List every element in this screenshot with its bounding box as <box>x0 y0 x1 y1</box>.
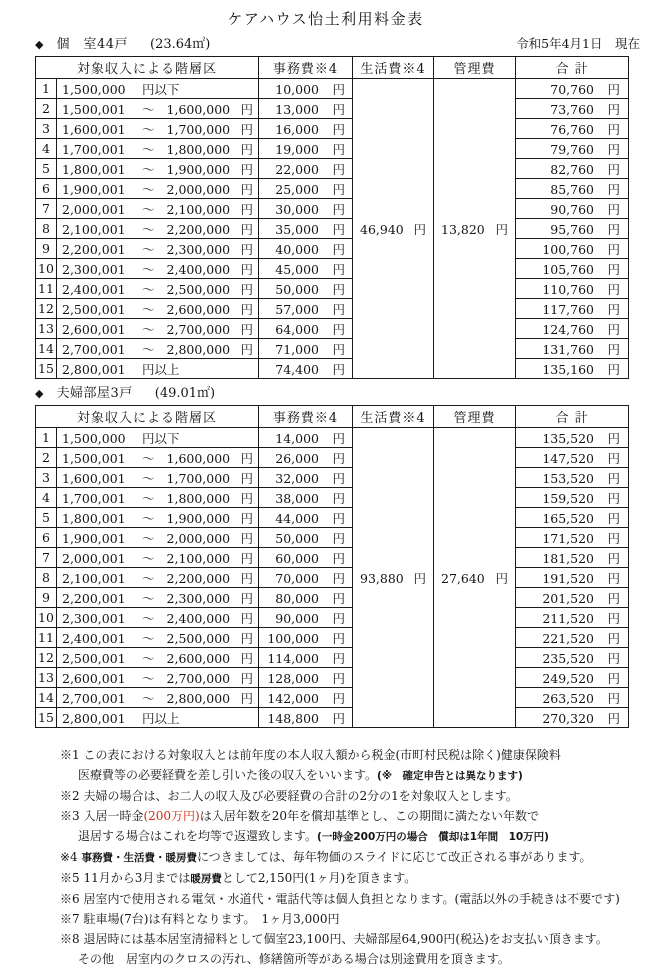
table-row <box>36 199 629 219</box>
row-number: 10 <box>36 608 57 628</box>
table-row <box>36 279 629 299</box>
table-row <box>36 159 629 179</box>
income-range-cell: 1,700,001 ～ 1,800,000 円 <box>57 488 259 508</box>
office-fee-cell: 32,000 円 <box>259 468 353 488</box>
office-fee-cell: 16,000 円 <box>259 119 353 139</box>
total-cell: 171,520 円 <box>516 528 629 548</box>
table-row <box>36 299 629 319</box>
row-number: 7 <box>36 199 57 219</box>
table-row <box>36 139 629 159</box>
income-range-cell: 2,000,001 ～ 2,100,000 円 <box>57 199 259 219</box>
row-number: 15 <box>36 708 57 728</box>
income-range-cell: 2,100,001 ～ 2,200,000 円 <box>57 568 259 588</box>
office-fee-cell: 19,000 円 <box>259 139 353 159</box>
row-number: 9 <box>36 588 57 608</box>
total-cell: 159,520 円 <box>516 488 629 508</box>
office-fee-cell: 40,000 円 <box>259 239 353 259</box>
office-fee-cell: 57,000 円 <box>259 299 353 319</box>
row-number: 1 <box>36 79 57 99</box>
office-fee-cell: 45,000 円 <box>259 259 353 279</box>
footnote-text: 事務費・生活費・暖房費 <box>81 852 198 864</box>
col-header-living-fee: 生活費※4 <box>353 57 434 79</box>
office-fee-cell: 25,000 円 <box>259 179 353 199</box>
total-cell: 85,760 円 <box>516 179 629 199</box>
diamond-icon: ◆ <box>35 387 44 400</box>
office-fee-cell: 35,000 円 <box>259 219 353 239</box>
income-range-cell: 2,800,001 円以上 <box>57 708 259 728</box>
row-number: 2 <box>36 99 57 119</box>
footnote-text: につきましては、毎年物価のスライドに応じて改正される事があります。 <box>197 850 592 864</box>
row-number: 2 <box>36 448 57 468</box>
office-fee-cell: 60,000 円 <box>259 548 353 568</box>
income-range-cell: 2,200,001 ～ 2,300,000 円 <box>57 239 259 259</box>
total-cell: 270,320 円 <box>516 708 629 728</box>
income-range-cell: 1,900,001 ～ 2,000,000 円 <box>57 528 259 548</box>
section-header-couple-room <box>35 386 640 402</box>
income-range-cell: 2,200,001 ～ 2,300,000 円 <box>57 588 259 608</box>
office-fee-cell: 128,000 円 <box>259 668 353 688</box>
income-range-cell: 2,300,001 ～ 2,400,000 円 <box>57 608 259 628</box>
table-row <box>36 688 629 708</box>
row-number: 14 <box>36 688 57 708</box>
row-number: 6 <box>36 179 57 199</box>
total-cell: 90,760 円 <box>516 199 629 219</box>
row-number: 13 <box>36 668 57 688</box>
table-row <box>36 339 629 359</box>
income-range-cell: 2,700,001 ～ 2,800,000 円 <box>57 688 259 708</box>
total-cell: 73,760 円 <box>516 99 629 119</box>
total-cell: 76,760 円 <box>516 119 629 139</box>
income-range-cell: 1,900,001 ～ 2,000,000 円 <box>57 179 259 199</box>
total-cell: 100,760 円 <box>516 239 629 259</box>
income-range-cell: 2,300,001 ～ 2,400,000 円 <box>57 259 259 279</box>
row-number: 13 <box>36 319 57 339</box>
row-number: 14 <box>36 339 57 359</box>
table-row <box>36 588 629 608</box>
total-cell: 131,760 円 <box>516 339 629 359</box>
row-number: 12 <box>36 648 57 668</box>
income-range-cell: 2,800,001 円以上 <box>57 359 259 379</box>
row-number: 4 <box>36 488 57 508</box>
footnote-line <box>60 745 640 765</box>
row-number: 3 <box>36 468 57 488</box>
footnote-text: ※8 退居時には基本居室清掃料として個室23,100円、夫婦部屋64,900円(税込)をお支払い頂きます。 <box>60 932 608 946</box>
office-fee-cell: 22,000 円 <box>259 159 353 179</box>
row-number: 1 <box>36 428 57 448</box>
row-number: 11 <box>36 628 57 648</box>
total-cell: 124,760 円 <box>516 319 629 339</box>
row-number: 9 <box>36 239 57 259</box>
footnote-line <box>60 765 640 786</box>
table-row <box>36 628 629 648</box>
section-area: (23.64㎡) <box>150 37 211 52</box>
table-row <box>36 508 629 528</box>
col-header-management-fee: 管理費 <box>434 406 516 428</box>
footnote-text: (一時金200万円の場合 償却は1年間 10万円) <box>317 831 549 843</box>
table-row <box>36 239 629 259</box>
income-range-cell: 2,700,001 ～ 2,800,000 円 <box>57 339 259 359</box>
total-cell: 135,160 円 <box>516 359 629 379</box>
footnote-line <box>60 929 640 949</box>
management-fee-cell: 27,640 円 <box>434 428 516 728</box>
office-fee-cell: 50,000 円 <box>259 279 353 299</box>
footnote-line <box>60 826 640 847</box>
office-fee-cell: 80,000 円 <box>259 588 353 608</box>
table-row <box>36 428 629 448</box>
total-cell: 147,520 円 <box>516 448 629 468</box>
total-cell: 110,760 円 <box>516 279 629 299</box>
table-row <box>36 568 629 588</box>
row-number: 6 <box>36 528 57 548</box>
table-row <box>36 468 629 488</box>
income-range-cell: 2,400,001 ～ 2,500,000 円 <box>57 628 259 648</box>
footnote-text: ※4 <box>60 850 82 864</box>
total-cell: 181,520 円 <box>516 548 629 568</box>
income-range-cell: 1,500,000 円以下 <box>57 428 259 448</box>
total-cell: 95,760 円 <box>516 219 629 239</box>
section-title: 夫婦部屋3戸 <box>56 386 133 401</box>
footnote-text: ※6 居室内で使用される電気・水道代・電話代等は個人負担となります。(電話以外の手続きは不要です) <box>60 892 620 906</box>
office-fee-cell: 71,000 円 <box>259 339 353 359</box>
table-row <box>36 488 629 508</box>
office-fee-cell: 70,000 円 <box>259 568 353 588</box>
total-cell: 79,760 円 <box>516 139 629 159</box>
fee-table-private-room <box>35 56 629 379</box>
total-cell: 249,520 円 <box>516 668 629 688</box>
table-row <box>36 608 629 628</box>
office-fee-cell: 13,000 円 <box>259 99 353 119</box>
table-row <box>36 179 629 199</box>
table-row <box>36 708 629 728</box>
table-row <box>36 99 629 119</box>
table-row <box>36 528 629 548</box>
office-fee-cell: 64,000 円 <box>259 319 353 339</box>
office-fee-cell: 50,000 円 <box>259 528 353 548</box>
income-range-cell: 1,800,001 ～ 1,900,000 円 <box>57 508 259 528</box>
footnote-text: ※7 駐車場(7台)は有料となります。 1ヶ月3,000円 <box>60 912 340 926</box>
office-fee-cell: 148,800 円 <box>259 708 353 728</box>
footnote-text: として2,150円(1ヶ月)を頂きます。 <box>221 871 417 885</box>
income-range-cell: 2,000,001 ～ 2,100,000 円 <box>57 548 259 568</box>
footnote-line <box>60 806 640 826</box>
row-number: 4 <box>36 139 57 159</box>
total-cell: 117,760 円 <box>516 299 629 319</box>
office-fee-cell: 44,000 円 <box>259 508 353 528</box>
footnote-text: ※5 11月から3月までは <box>60 871 191 885</box>
footnote-text: ※3 入居一時金 <box>60 809 144 823</box>
footnote-text: は入居年数を20年を償却基準とし、この期間に満たない年数で <box>199 809 540 823</box>
total-cell: 153,520 円 <box>516 468 629 488</box>
footnotes <box>60 745 640 969</box>
income-range-cell: 2,100,001 ～ 2,200,000 円 <box>57 219 259 239</box>
date-label: 令和5年4月1日 現在 <box>516 36 640 51</box>
total-cell: 211,520 円 <box>516 608 629 628</box>
row-number: 11 <box>36 279 57 299</box>
row-number: 8 <box>36 568 57 588</box>
office-fee-cell: 74,400 円 <box>259 359 353 379</box>
col-header-income: 対象収入による階層区 <box>36 406 259 428</box>
row-number: 10 <box>36 259 57 279</box>
col-header-management-fee: 管理費 <box>434 57 516 79</box>
office-fee-cell: 30,000 円 <box>259 199 353 219</box>
income-range-cell: 1,500,000 円以下 <box>57 79 259 99</box>
total-cell: 105,760 円 <box>516 259 629 279</box>
footnote-line <box>60 847 640 868</box>
row-number: 15 <box>36 359 57 379</box>
page-title: ケアハウス怡土利用料金表 <box>227 10 424 28</box>
document-page <box>0 10 651 969</box>
table-row <box>36 219 629 239</box>
table-row <box>36 448 629 468</box>
income-range-cell: 1,500,001 ～ 1,600,000 円 <box>57 448 259 468</box>
row-number: 5 <box>36 159 57 179</box>
diamond-icon: ◆ <box>35 38 44 51</box>
header-row <box>36 406 629 428</box>
footnote-text: ※2 夫婦の場合は、お二人の収入及び必要経費の合計の2分の1を対象収入とします。 <box>60 789 518 803</box>
table-row <box>36 359 629 379</box>
living-fee-cell: 46,940 円 <box>353 79 434 379</box>
total-cell: 165,520 円 <box>516 508 629 528</box>
management-fee-cell: 13,820 円 <box>434 79 516 379</box>
footnote-line <box>60 868 640 889</box>
col-header-total: 合 計 <box>516 406 629 428</box>
office-fee-cell: 14,000 円 <box>259 428 353 448</box>
income-range-cell: 2,500,001 ～ 2,600,000 円 <box>57 648 259 668</box>
col-header-income: 対象収入による階層区 <box>36 57 259 79</box>
col-header-office-fee: 事務費※4 <box>259 57 353 79</box>
total-cell: 82,760 円 <box>516 159 629 179</box>
footnote-text: (200万円) <box>143 809 200 823</box>
income-range-cell: 2,500,001 ～ 2,600,000 円 <box>57 299 259 319</box>
row-number: 3 <box>36 119 57 139</box>
row-number: 5 <box>36 508 57 528</box>
footnote-line <box>60 786 640 806</box>
footnote-text: 医療費等の必要経費を差し引いた後の収入をいいます。 <box>78 768 378 782</box>
col-header-office-fee: 事務費※4 <box>259 406 353 428</box>
table-row <box>36 119 629 139</box>
income-range-cell: 1,600,001 ～ 1,700,000 円 <box>57 119 259 139</box>
row-number: 12 <box>36 299 57 319</box>
total-cell: 221,520 円 <box>516 628 629 648</box>
footnote-text: 暖房費 <box>190 873 222 885</box>
income-range-cell: 1,600,001 ～ 1,700,000 円 <box>57 468 259 488</box>
section-title: 個 室44戸 <box>56 37 129 52</box>
table-row <box>36 668 629 688</box>
income-range-cell: 2,400,001 ～ 2,500,000 円 <box>57 279 259 299</box>
footnote-line <box>60 949 640 969</box>
footnote-text: 退居する場合はこれを均等で返還致します。 <box>78 829 318 843</box>
income-range-cell: 2,600,001 ～ 2,700,000 円 <box>57 319 259 339</box>
col-header-living-fee: 生活費※4 <box>353 406 434 428</box>
col-header-total: 合 計 <box>516 57 629 79</box>
total-cell: 263,520 円 <box>516 688 629 708</box>
section-area: (49.01㎡) <box>154 386 216 401</box>
income-range-cell: 1,500,001 ～ 1,600,000 円 <box>57 99 259 119</box>
income-range-cell: 1,700,001 ～ 1,800,000 円 <box>57 139 259 159</box>
footnote-line <box>60 889 640 909</box>
living-fee-cell: 93,880 円 <box>353 428 434 728</box>
footnote-text: その他 居室内のクロスの汚れ、修繕箇所等がある場合は別途費用を頂きます。 <box>78 952 510 966</box>
total-cell: 201,520 円 <box>516 588 629 608</box>
total-cell: 135,520 円 <box>516 428 629 448</box>
header-row <box>36 57 629 79</box>
row-number: 8 <box>36 219 57 239</box>
office-fee-cell: 100,000 円 <box>259 628 353 648</box>
table-row <box>36 548 629 568</box>
section-header-private-room <box>35 36 640 53</box>
office-fee-cell: 90,000 円 <box>259 608 353 628</box>
office-fee-cell: 142,000 円 <box>259 688 353 708</box>
footnote-text: ※1 この表における対象収入とは前年度の本人収入額から税金(市町村民税は除く)健康保険料 <box>60 748 561 762</box>
total-cell: 235,520 円 <box>516 648 629 668</box>
office-fee-cell: 38,000 円 <box>259 488 353 508</box>
table-row <box>36 648 629 668</box>
office-fee-cell: 10,000 円 <box>259 79 353 99</box>
footnote-line <box>60 909 640 929</box>
fee-table-couple-room <box>35 405 629 728</box>
office-fee-cell: 114,000 円 <box>259 648 353 668</box>
total-cell: 70,760 円 <box>516 79 629 99</box>
table-row <box>36 259 629 279</box>
table-row <box>36 79 629 99</box>
total-cell: 191,520 円 <box>516 568 629 588</box>
income-range-cell: 2,600,001 ～ 2,700,000 円 <box>57 668 259 688</box>
row-number: 7 <box>36 548 57 568</box>
table-row <box>36 319 629 339</box>
office-fee-cell: 26,000 円 <box>259 448 353 468</box>
footnote-text: (※ 確定申告とは異なります) <box>377 770 523 782</box>
income-range-cell: 1,800,001 ～ 1,900,000 円 <box>57 159 259 179</box>
